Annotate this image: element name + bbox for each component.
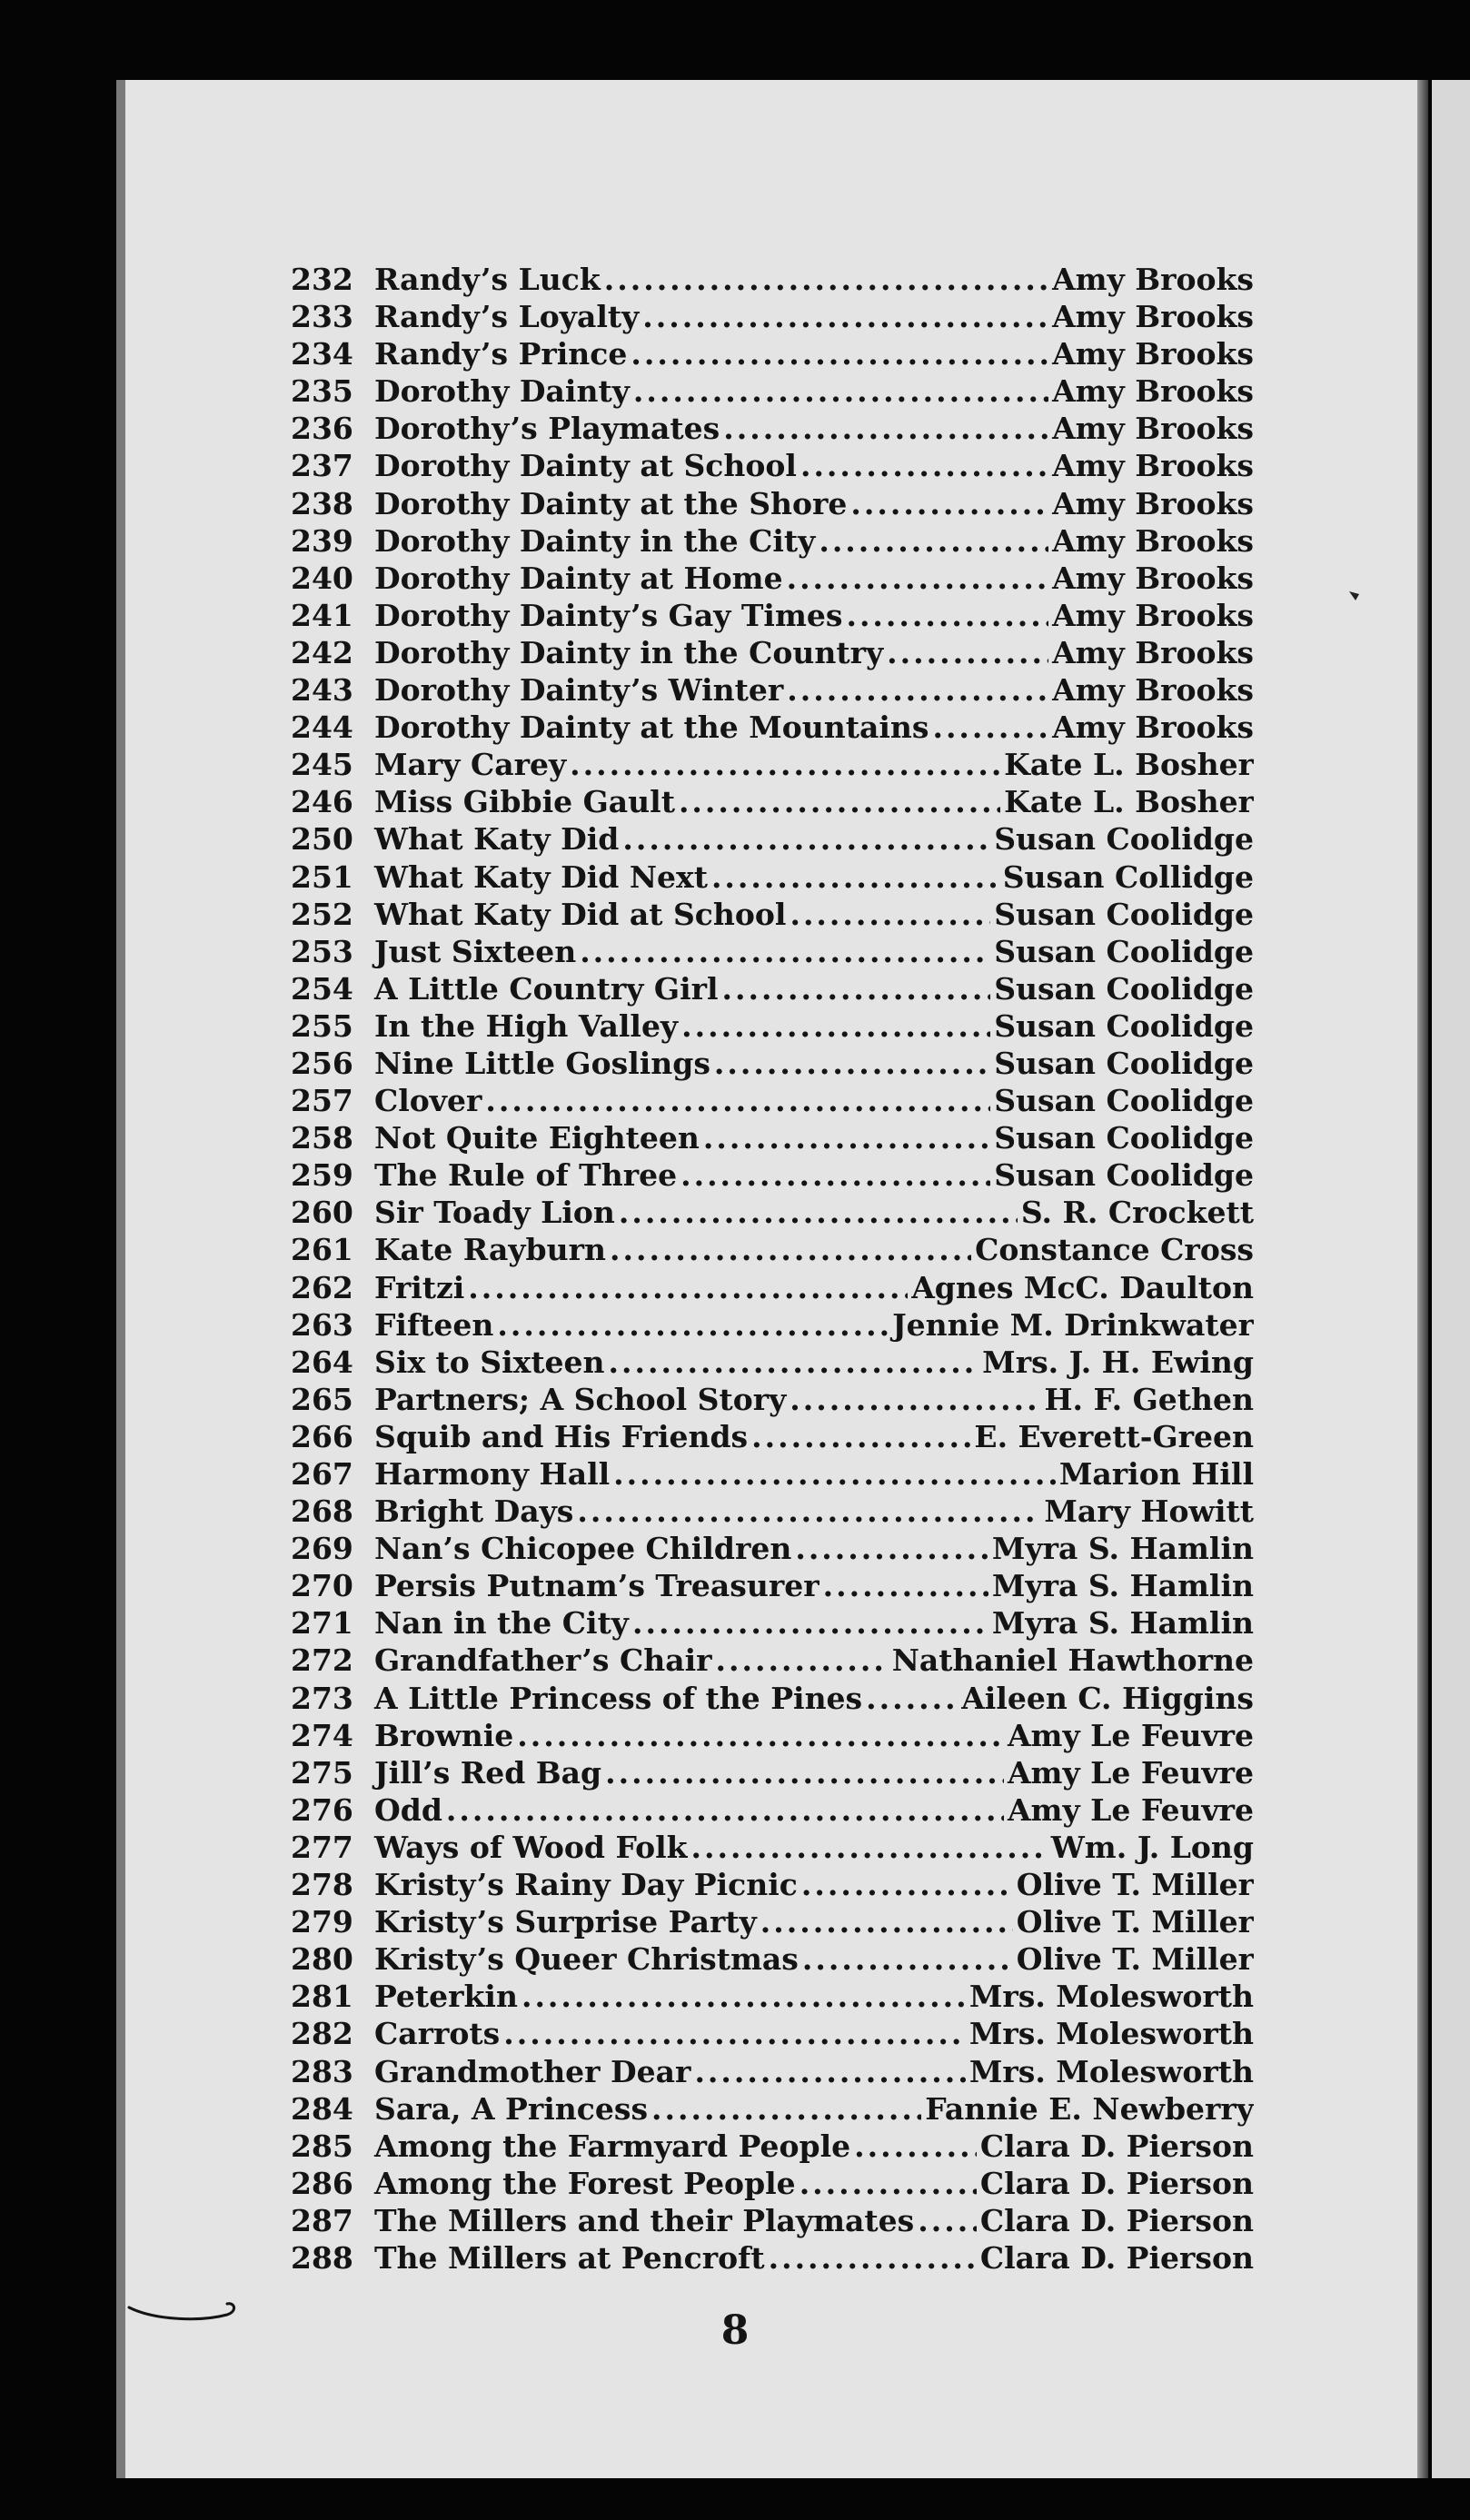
catalog-entry: [291, 1830, 1254, 1867]
entry-author: Amy Brooks: [1052, 709, 1254, 746]
entry-number: 235: [291, 373, 353, 410]
entry-author: Susan Coolidge: [994, 970, 1254, 1007]
entry-number: 250: [291, 821, 353, 858]
catalog-entry: [291, 1681, 1254, 1718]
entry-title: What Katy Did: [374, 821, 620, 858]
entry-number: 286: [291, 2165, 353, 2201]
ink-speck-icon: [1348, 589, 1361, 601]
entry-title: Kristy’s Rainy Day Picnic: [374, 1867, 798, 1903]
entry-number: 245: [291, 747, 353, 783]
dot-leader: [609, 1344, 979, 1380]
catalog-entry: [291, 1867, 1254, 1904]
entry-number: 259: [291, 1157, 353, 1194]
entry-author: Susan Coolidge: [994, 1083, 1254, 1119]
entry-title: Carrots: [374, 2016, 501, 2052]
entry-number: 275: [291, 1754, 353, 1791]
entry-title: Randy’s Prince: [374, 336, 628, 372]
dot-leader: [769, 2240, 977, 2276]
entry-number: 287: [291, 2202, 353, 2238]
catalog-entry: [291, 1904, 1254, 1941]
entry-author: Olive T. Miller: [1016, 1904, 1254, 1940]
entry-author: Myra S. Hamlin: [991, 1531, 1254, 1567]
entry-author: Amy Le Feuvre: [1007, 1791, 1254, 1828]
entry-author: Mrs. Molesworth: [968, 2016, 1254, 2052]
entry-number: 285: [291, 2128, 353, 2164]
entry-title: Grandfather’s Chair: [374, 1642, 712, 1679]
entry-title: Dorothy Dainty’s Gay Times: [374, 597, 843, 633]
entry-title: Dorothy Dainty at School: [374, 448, 797, 484]
dot-leader: [642, 299, 1048, 334]
dot-leader: [800, 2166, 977, 2201]
catalog-entry: [291, 1792, 1254, 1830]
entry-author: Mary Howitt: [1044, 1493, 1254, 1530]
entry-author: Amy Brooks: [1052, 485, 1254, 521]
entry-author: Amy Brooks: [1052, 597, 1254, 633]
page-number: 8: [720, 2307, 750, 2354]
entry-title: Nine Little Goslings: [374, 1045, 710, 1081]
entry-number: 262: [291, 1269, 353, 1305]
entry-title: What Katy Did Next: [374, 858, 708, 895]
entry-title: Fifteen: [374, 1306, 494, 1343]
entry-author: Mrs. J. H. Ewing: [982, 1344, 1254, 1380]
entry-number: 253: [291, 933, 353, 969]
dot-leader: [613, 1456, 1056, 1492]
catalog-entry: [291, 2166, 1254, 2203]
entry-author: Clara D. Pierson: [979, 2239, 1254, 2276]
dot-leader: [751, 1419, 970, 1454]
entry-author: Mrs. Molesworth: [968, 1979, 1254, 2015]
catalog-entry: [291, 523, 1254, 561]
entry-title: Randy’s Luck: [374, 262, 601, 297]
catalog-entry: [291, 2128, 1254, 2166]
entry-number: 261: [291, 1232, 353, 1268]
dot-leader: [517, 1718, 1004, 1753]
dot-leader: [800, 448, 1048, 483]
catalog-entry: [291, 747, 1254, 784]
entry-number: 267: [291, 1456, 353, 1492]
entry-title: Partners; A School Story: [374, 1381, 787, 1417]
catalog-entry: [291, 859, 1254, 897]
catalog-entry: [291, 336, 1254, 373]
catalog-entry: [291, 1419, 1254, 1456]
entry-number: 269: [291, 1531, 353, 1567]
catalog-entry: [291, 1195, 1254, 1232]
catalog-entry: [291, 1344, 1254, 1382]
entry-author: Amy Brooks: [1052, 522, 1254, 559]
entry-title: Jill’s Red Bag: [374, 1754, 602, 1791]
entry-title: Dorothy Dainty: [374, 373, 630, 410]
catalog-entry: [291, 262, 1254, 299]
entry-author: Amy Brooks: [1052, 373, 1254, 410]
entry-author: Mrs. Molesworth: [968, 2053, 1254, 2089]
dot-leader: [633, 373, 1048, 409]
entry-title: In the High Valley: [374, 1007, 679, 1044]
entry-title: Kristy’s Surprise Party: [374, 1904, 757, 1940]
entry-title: Dorothy Dainty at the Shore: [374, 485, 848, 521]
entry-title: A Little Princess of the Pines: [374, 1680, 863, 1716]
entry-number: 281: [291, 1979, 353, 2015]
entry-author: Amy Brooks: [1052, 262, 1254, 297]
dot-leader: [795, 1531, 988, 1566]
entry-number: 258: [291, 1120, 353, 1156]
entry-title: The Millers at Pencroft: [374, 2239, 765, 2276]
catalog-entry: [291, 709, 1254, 747]
entry-number: 244: [291, 709, 353, 746]
catalog-entry: [291, 1307, 1254, 1344]
entry-number: 234: [291, 336, 353, 372]
entry-number: 288: [291, 2239, 353, 2276]
entry-number: 273: [291, 1680, 353, 1716]
entry-number: 257: [291, 1083, 353, 1119]
entry-number: 277: [291, 1829, 353, 1865]
dot-leader: [790, 1382, 1040, 1417]
catalog-entry: [291, 1568, 1254, 1605]
entry-title: Dorothy Dainty in the City: [374, 522, 816, 559]
entry-author: Olive T. Miller: [1016, 1867, 1254, 1903]
catalog-entry: [291, 672, 1254, 709]
dot-leader: [577, 1493, 1040, 1529]
entry-title: Dorothy’s Playmates: [374, 411, 720, 447]
entry-title: Six to Sixteen: [374, 1344, 605, 1380]
entry-number: 263: [291, 1306, 353, 1343]
entry-title: Clover: [374, 1083, 482, 1119]
entry-author: Amy Brooks: [1052, 560, 1254, 596]
book-catalog-list: [291, 262, 1254, 2277]
dot-leader: [823, 1568, 988, 1603]
entry-author: Wm. J. Long: [1050, 1829, 1254, 1865]
entry-title: Just Sixteen: [374, 933, 577, 969]
entry-title: What Katy Did at School: [374, 896, 787, 932]
entry-number: 242: [291, 634, 353, 670]
catalog-entry: [291, 1270, 1254, 1307]
entry-author: Susan Coolidge: [994, 1007, 1254, 1044]
catalog-entry: [291, 1456, 1254, 1493]
entry-number: 254: [291, 970, 353, 1007]
page-edge-shadow: [1417, 80, 1428, 2478]
entry-title: Nan’s Chicopee Children: [374, 1531, 792, 1567]
entry-title: The Rule of Three: [374, 1157, 678, 1194]
entry-title: Bright Days: [374, 1493, 574, 1530]
entry-author: Kate L. Bosher: [1004, 784, 1254, 820]
catalog-entry: [291, 934, 1254, 971]
catalog-entry: [291, 1382, 1254, 1419]
dot-leader: [619, 1195, 1018, 1230]
entry-number: 232: [291, 262, 353, 297]
entry-author: Kate L. Bosher: [1004, 747, 1254, 783]
entry-author: Amy Le Feuvre: [1007, 1717, 1254, 1753]
catalog-entry: [291, 1941, 1254, 1979]
entry-author: Myra S. Hamlin: [991, 1568, 1254, 1604]
catalog-entry: [291, 821, 1254, 858]
entry-author: Amy Brooks: [1052, 336, 1254, 372]
entry-title: Nan in the City: [374, 1605, 629, 1642]
catalog-entry: [291, 784, 1254, 821]
entry-author: Amy Le Feuvre: [1007, 1754, 1254, 1791]
entry-number: 243: [291, 672, 353, 709]
entry-number: 256: [291, 1045, 353, 1081]
dot-leader: [887, 635, 1048, 670]
entry-title: Persis Putnam’s Treasurer: [374, 1568, 819, 1604]
entry-author: Susan Coolidge: [994, 1120, 1254, 1156]
entry-author: Susan Coolidge: [994, 1157, 1254, 1194]
catalog-entry: [291, 1605, 1254, 1642]
entry-author: Susan Collidge: [1002, 858, 1254, 895]
catalog-entry: [291, 1232, 1254, 1269]
entry-title: Sir Toady Lion: [374, 1195, 615, 1231]
entry-number: 238: [291, 485, 353, 521]
dot-leader: [610, 1232, 971, 1267]
catalog-entry: [291, 2016, 1254, 2053]
dot-leader: [497, 1307, 889, 1343]
dot-leader: [846, 598, 1048, 633]
entry-author: Clara D. Pierson: [979, 2128, 1254, 2164]
dot-leader: [790, 897, 990, 932]
dot-leader: [485, 1083, 990, 1118]
dot-leader: [521, 1979, 966, 2014]
entry-number: 233: [291, 299, 353, 335]
entry-title: Kate Rayburn: [374, 1232, 606, 1268]
catalog-entry: [291, 635, 1254, 672]
entry-number: 265: [291, 1381, 353, 1417]
entry-title: Among the Farmyard People: [374, 2128, 851, 2164]
entry-number: 276: [291, 1791, 353, 1828]
entry-number: 236: [291, 411, 353, 447]
catalog-entry: [291, 448, 1254, 485]
entry-title: Not Quite Eighteen: [374, 1120, 700, 1156]
dot-leader: [850, 486, 1048, 521]
dot-leader: [680, 1157, 990, 1193]
entry-author: Myra S. Hamlin: [991, 1605, 1254, 1642]
entry-author: Constance Cross: [975, 1232, 1254, 1268]
catalog-entry: [291, 1046, 1254, 1083]
entry-title: Grandmother Dear: [374, 2053, 691, 2089]
entry-number: 240: [291, 560, 353, 596]
entry-title: Ways of Wood Folk: [374, 1829, 688, 1865]
entry-author: Susan Coolidge: [994, 933, 1254, 969]
entry-number: 274: [291, 1717, 353, 1753]
dot-leader: [714, 1046, 990, 1081]
dot-leader: [679, 784, 1000, 819]
dot-leader: [723, 411, 1048, 446]
dot-leader: [787, 672, 1048, 708]
entry-author: Jennie M. Drinkwater: [892, 1306, 1254, 1343]
dot-leader: [722, 971, 991, 1007]
entry-number: 266: [291, 1418, 353, 1454]
entry-title: Odd: [374, 1791, 442, 1828]
entry-number: 284: [291, 2090, 353, 2127]
catalog-entry: [291, 1642, 1254, 1680]
entry-author: Susan Coolidge: [994, 896, 1254, 932]
entry-title: Dorothy Dainty at the Mountains: [374, 709, 929, 746]
entry-title: Dorothy Dainty in the Country: [374, 634, 884, 670]
catalog-entry: [291, 1008, 1254, 1046]
entry-author: Agnes McC. Daulton: [911, 1269, 1254, 1305]
dot-leader: [631, 336, 1048, 372]
entry-author: Aileen C. Higgins: [961, 1680, 1254, 1716]
entry-number: 251: [291, 858, 353, 895]
entry-number: 237: [291, 448, 353, 484]
dot-leader: [801, 1867, 1013, 1902]
catalog-entry: [291, 2240, 1254, 2277]
entry-title: Squib and His Friends: [374, 1418, 749, 1454]
entry-author: Clara D. Pierson: [979, 2165, 1254, 2201]
dot-leader: [918, 2203, 977, 2238]
catalog-entry: [291, 971, 1254, 1008]
entry-number: 268: [291, 1493, 353, 1530]
entry-title: Randy’s Loyalty: [374, 299, 640, 335]
entry-number: 271: [291, 1605, 353, 1642]
dot-leader: [760, 1904, 1013, 1940]
entry-title: Harmony Hall: [374, 1456, 611, 1492]
entry-author: Marion Hill: [1058, 1456, 1254, 1492]
catalog-entry: [291, 486, 1254, 523]
entry-title: Dorothy Dainty at Home: [374, 560, 783, 596]
catalog-entry: [291, 2203, 1254, 2240]
entry-title: Among the Forest People: [374, 2165, 796, 2201]
dot-leader: [854, 2128, 977, 2164]
catalog-entry: [291, 1979, 1254, 2016]
catalog-entry: [291, 411, 1254, 448]
entry-number: 252: [291, 896, 353, 932]
catalog-entry: [291, 373, 1254, 411]
dot-leader: [570, 747, 1000, 782]
dot-leader: [716, 1642, 889, 1678]
entry-title: A Little Country Girl: [374, 970, 719, 1007]
dot-leader: [632, 1605, 988, 1641]
entry-number: 279: [291, 1904, 353, 1940]
entry-author: Susan Coolidge: [994, 1045, 1254, 1081]
dot-leader: [802, 1941, 1013, 1977]
catalog-entry: [291, 1493, 1254, 1531]
dot-leader: [711, 859, 999, 895]
dot-leader: [622, 821, 990, 857]
dot-leader: [932, 709, 1048, 745]
dot-leader: [604, 262, 1048, 297]
catalog-entry: [291, 1157, 1254, 1195]
entry-number: 280: [291, 1941, 353, 1978]
dot-leader: [446, 1792, 1004, 1828]
catalog-entry: [291, 897, 1254, 934]
entry-title: Miss Gibbie Gault: [374, 784, 675, 820]
catalog-entry: [291, 598, 1254, 635]
dot-leader: [866, 1681, 958, 1716]
entry-author: S. R. Crockett: [1020, 1195, 1254, 1231]
entry-title: Peterkin: [374, 1979, 518, 2015]
catalog-entry: [291, 1755, 1254, 1792]
entry-number: 255: [291, 1007, 353, 1044]
dot-leader: [691, 1830, 1048, 1865]
entry-title: Kristy’s Queer Christmas: [374, 1941, 799, 1978]
entry-author: Clara D. Pierson: [979, 2202, 1254, 2238]
dot-leader: [681, 1008, 990, 1044]
entry-title: Dorothy Dainty’s Winter: [374, 672, 784, 709]
catalog-entry: [291, 1531, 1254, 1568]
dot-leader: [694, 2054, 965, 2089]
catalog-entry: [291, 1120, 1254, 1157]
entry-number: 241: [291, 597, 353, 633]
dot-leader: [605, 1755, 1004, 1791]
catalog-entry: [291, 299, 1254, 336]
entry-author: Fannie E. Newberry: [925, 2090, 1254, 2127]
dot-leader: [787, 561, 1048, 596]
entry-title: The Millers and their Playmates: [374, 2202, 915, 2238]
entry-title: Fritzi: [374, 1269, 465, 1305]
entry-number: 246: [291, 784, 353, 820]
catalog-entry: [291, 2091, 1254, 2128]
entry-author: Olive T. Miller: [1016, 1941, 1254, 1978]
entry-author: Susan Coolidge: [994, 821, 1254, 858]
dot-leader: [468, 1270, 908, 1305]
catalog-entry: [291, 2054, 1254, 2091]
dot-leader: [819, 523, 1048, 559]
catalog-entry: [291, 1718, 1254, 1755]
entry-author: H. F. Gethen: [1044, 1381, 1254, 1417]
dot-leader: [503, 2016, 966, 2051]
entry-author: Amy Brooks: [1052, 448, 1254, 484]
entry-number: 283: [291, 2053, 353, 2089]
entry-number: 272: [291, 1642, 353, 1679]
entry-number: 260: [291, 1195, 353, 1231]
entry-number: 278: [291, 1867, 353, 1903]
entry-number: 239: [291, 522, 353, 559]
adjacent-page-strip: [1432, 80, 1470, 2478]
entry-author: Amy Brooks: [1052, 634, 1254, 670]
entry-author: Amy Brooks: [1052, 299, 1254, 335]
entry-number: 270: [291, 1568, 353, 1604]
entry-number: 264: [291, 1344, 353, 1380]
catalog-entry: [291, 1083, 1254, 1120]
entry-author: Nathaniel Hawthorne: [891, 1642, 1254, 1679]
catalog-entry: [291, 561, 1254, 598]
dot-leader: [703, 1120, 990, 1156]
entry-number: 282: [291, 2016, 353, 2052]
dot-leader: [580, 934, 990, 969]
dot-leader: [651, 2091, 921, 2127]
entry-title: Mary Carey: [374, 747, 567, 783]
entry-title: Sara, A Princess: [374, 2090, 649, 2127]
entry-author: Amy Brooks: [1052, 672, 1254, 709]
entry-title: Brownie: [374, 1717, 514, 1753]
entry-author: Amy Brooks: [1052, 411, 1254, 447]
entry-author: E. Everett-Green: [974, 1418, 1254, 1454]
